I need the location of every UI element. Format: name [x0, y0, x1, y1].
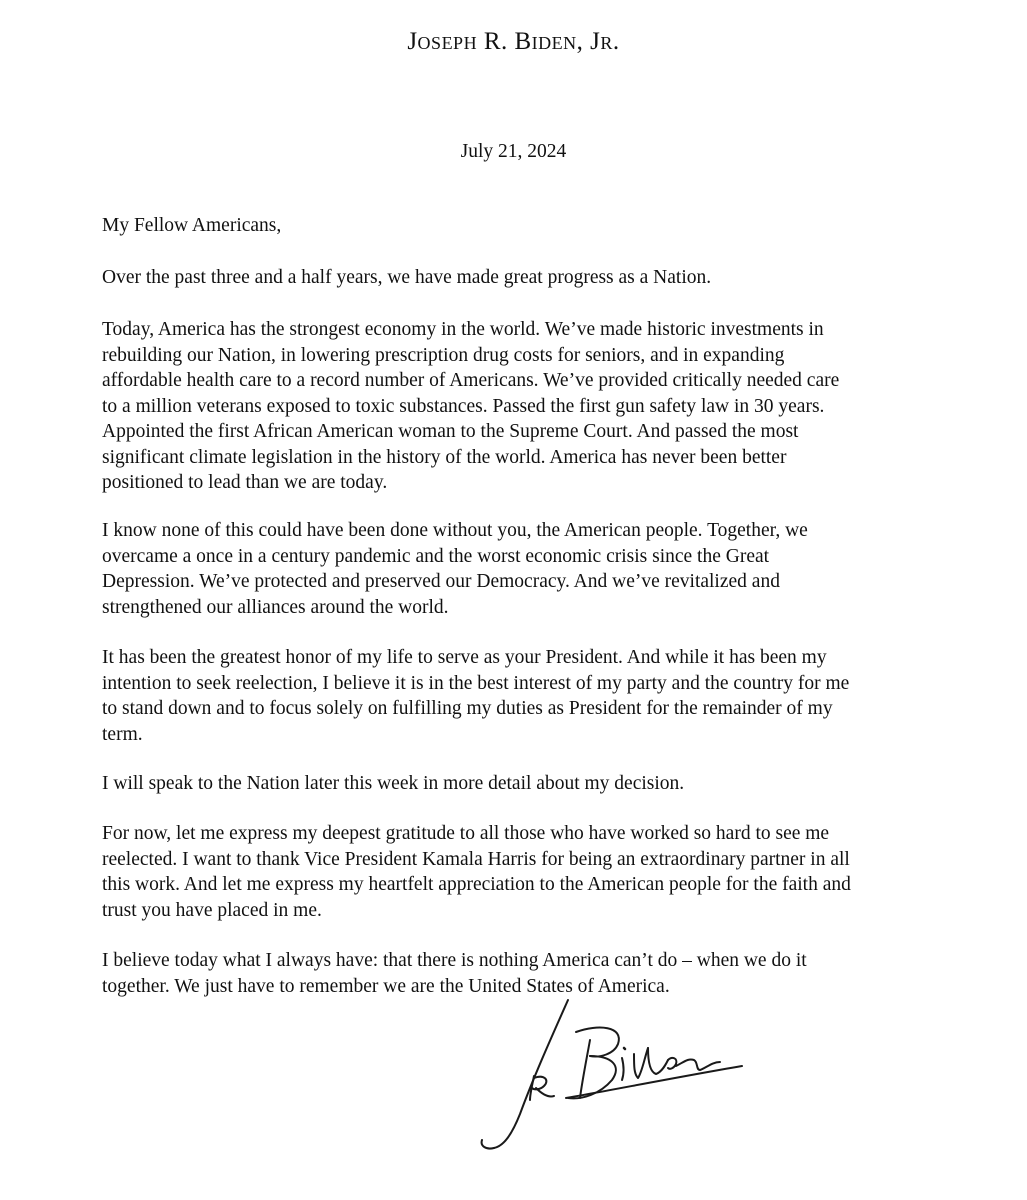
paragraph-line: Over the past three and a half years, we have made great progress as a Nation.: [102, 267, 712, 288]
paragraph-line: to stand down and to focus solely on fulfilling my duties as President for the remainder of my: [102, 698, 833, 719]
paragraph-line: For now, let me express my deepest gratitude to all those who have worked so hard to see me: [102, 823, 830, 844]
paragraph-line: term.: [102, 723, 143, 745]
paragraph-line: to a million veterans exposed to toxic substances. Passed the first gun safety law in 30 years.: [102, 395, 825, 417]
paragraph-line: I know none of this could have been done without you, the American people. Together, we: [102, 520, 808, 541]
paragraph-7: [102, 948, 932, 999]
paragraph-line: trust you have placed in me.: [102, 899, 322, 921]
paragraph-6: [102, 821, 932, 923]
paragraph-2: [102, 317, 932, 496]
letter-date: July 21, 2024: [460, 141, 567, 162]
paragraph-line: significant climate legislation in the history of the world. America has never been better: [102, 446, 787, 468]
paragraph-5: [102, 771, 932, 797]
paragraph-line: Depression. We’ve protected and preserved our Democracy. And we’ve revitalized and: [102, 571, 780, 592]
paragraph-line: Appointed the first African American woman to the Supreme Court. And passed the most: [102, 421, 799, 442]
paragraph-1: [102, 265, 932, 291]
paragraph-line: Today, America has the strongest economy in the world. We’ve made historic investments in: [102, 319, 824, 340]
salutation: My Fellow Americans,: [102, 215, 282, 236]
paragraph-3: [102, 518, 932, 620]
paragraph-line: affordable health care to a record number of Americans. We’ve provided critically needed care: [102, 370, 840, 391]
paragraph-line: It has been the greatest honor of my life to serve as your President. And while it has been my: [102, 647, 827, 668]
paragraph-line: together. We just have to remember we are the United States of America.: [102, 975, 670, 997]
paragraph-line: I will speak to the Nation later this week in more detail about my decision.: [102, 773, 685, 794]
paragraph-line: reelected. I want to thank Vice President Kamala Harris for being an extraordinary partner in all: [102, 848, 850, 870]
paragraph-4: [102, 645, 932, 747]
paragraph-line: overcame a once in a century pandemic and the worst economic crisis since the Great: [102, 545, 770, 567]
paragraph-line: I believe today what I always have: that there is nothing America can’t do – when we do it: [102, 950, 807, 971]
paragraph-line: strengthened our alliances around the world.: [102, 596, 449, 618]
paragraph-line: intention to seek reelection, I believe it is in the best interest of my party and the country for me: [102, 672, 850, 694]
paragraph-line: this work. And let me express my heartfelt appreciation to the American people for the faith and: [102, 874, 851, 895]
letterhead: Joseph R. Biden, Jr.: [407, 28, 620, 55]
handwritten-signature: [472, 996, 762, 1156]
paragraph-line: positioned to lead than we are today.: [102, 472, 388, 493]
paragraph-line: rebuilding our Nation, in lowering prescription drug costs for seniors, and in expanding: [102, 344, 785, 366]
